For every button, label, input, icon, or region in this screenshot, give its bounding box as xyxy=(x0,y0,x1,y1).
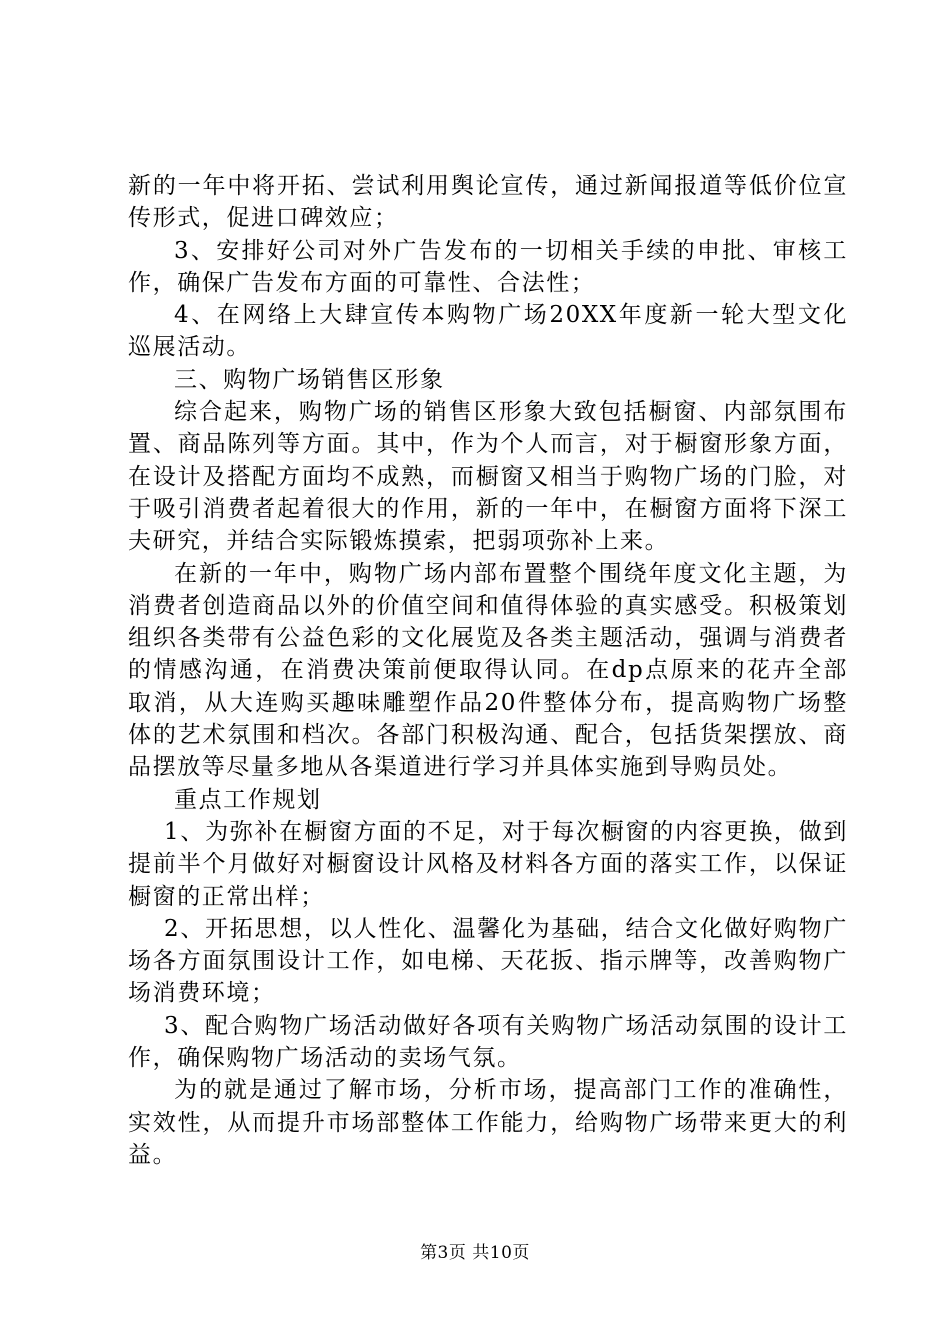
page-number-footer: 第3页 共10页 xyxy=(420,1243,530,1263)
paragraph-conclusion: 为的就是通过了解市场，分析市场，提高部门工作的准确性，实效性，从而提升市场部整体工作能力，给购物广场带来更大的利益。 xyxy=(128,1077,848,1168)
paragraph-continuation: 新的一年中将开拓、尝试利用舆论宣传，通过新闻报道等低价位宣传形式，促进口碑效应； xyxy=(128,173,848,232)
paragraph-item-3: 3、安排好公司对外广告发布的一切相关手续的申批、审核工作，确保广告发布方面的可靠性、合法性； xyxy=(128,237,848,296)
plan-item-3: 3、配合购物广场活动做好各项有关购物广场活动氛围的设计工作，确保购物广场活动的卖场气氛。 xyxy=(128,1012,848,1072)
subsection-heading: 重点工作规划 xyxy=(174,786,322,813)
paragraph-new-year: 在新的一年中，购物广场内部布置整个围绕年度文化主题，为消费者创造商品以外的价值空间和值得体验的真实感受。积极策划组织各类带有公益色彩的文化展览及各类主题活动，强调与消费者的情感沟通，在消费决策前便取得认同。在dp点原来的花卉全部取消，从大连购买趣味雕塑作品20件整体分布，提高购物广场整体的艺术氛围和档次。各部门积极沟通、配合，包括货架摆放、商品摆放等尽量多地从各渠道进行学习并具体实施到导购员处。 xyxy=(128,560,848,781)
document-body xyxy=(128,170,848,1171)
paragraph-overview: 综合起来，购物广场的销售区形象大致包括橱窗、内部氛围布置、商品陈列等方面。其中，作为个人而言，对于橱窗形象方面，在设计及搭配方面均不成熟，而橱窗又相当于购物广场的门脸，对于吸引消费者起着很大的作用，新的一年中，在橱窗方面将下深工夫研究，并结合实际锻炼摸索，把弱项弥补上来。 xyxy=(128,399,848,555)
plan-item-2: 2、开拓思想，以人性化、温馨化为基础，结合文化做好购物广场各方面氛围设计工作，如电梯、天花扳、指示牌等，改善购物广场消费环境； xyxy=(128,915,848,1007)
paragraph-item-4: 4、在网络上大肆宣传本购物广场20XX年度新一轮大型文化巡展活动。 xyxy=(128,302,848,361)
section-heading: 三、购物广场销售区形象 xyxy=(174,366,445,393)
plan-item-1: 1、为弥补在橱窗方面的不足，对于每次橱窗的内容更换，做到提前半个月做好对橱窗设计风格及材料各方面的落实工作，以保证橱窗的正常出样； xyxy=(128,818,848,910)
